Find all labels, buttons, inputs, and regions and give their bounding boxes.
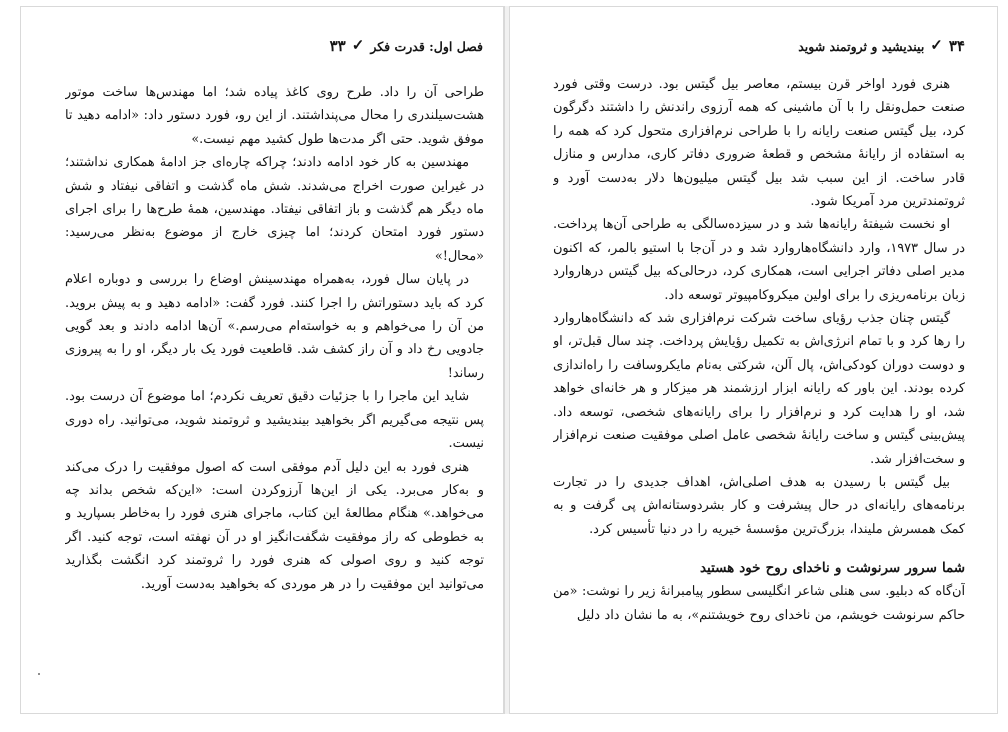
paragraph: هنری فورد به این دلیل آدم موفقی است که اصول موفقیت را درک می‌کند و به‌کار می‌برد. یکی از این‌ها آرزوکردن است: «این‌که شخص بداند چه می‌خواهد.» هنگام مطالعهٔ این کتاب، ماجرای هنری فورد را به‌خاطر بسپارید و به خطوطی که راز موفقیت شگفت‌انگیز او در آن نهفته است، توجه کنید. اگر توجه کنید و روی اصولی که هنری فورد را ثروتمند کرد انگشت بگذارید می‌توانید این موفقیت را در هر موردی که بخواهید به‌دست آورید. bbox=[65, 459, 484, 592]
paragraph: شاید این ماجرا را با جزئیات دقیق تعریف نکردم؛ اما موضوع آن درست بود. پس نتیجه می‌گیریم اگر بخواهید بیندیشید و ثروتمند شوید، می‌توانید. راه دوری نیست. bbox=[65, 389, 484, 452]
page-number: ۳۳ bbox=[329, 37, 346, 55]
right-page-header bbox=[798, 35, 965, 57]
paragraph: بیل گیتس با رسیدن به هدف اصلی‌اش، اهداف جدیدی را در تجارت برنامه‌های رایانه‌ای در حال پیشرفت و کار بشردوستانه‌اش پی گرفت و به کمک همسرش ملیندا، بزرگ‌ترین مؤسسهٔ خیریه را در دنیا تأسیس کرد. bbox=[553, 474, 965, 537]
page-number: ۳۴ bbox=[948, 37, 965, 55]
book-title: بیندیشید و ثروتمند شوید bbox=[798, 38, 925, 54]
left-page bbox=[20, 6, 504, 714]
check-mark-icon: ✓ bbox=[351, 36, 365, 54]
left-page-header bbox=[330, 35, 483, 57]
section-heading: شما سرور سرنوشت و ناخدای روح خود هستید bbox=[700, 560, 965, 577]
paragraph: او نخست شیفتهٔ رایانه‌ها شد و در سیزده‌سالگی به طراحی آن‌ها پرداخت. در سال ۱۹۷۳، وارد دانشگاه‌هاروارد شد و در آن‌جا با استیو بالمر، که اکنون مدیر اصلی دفاتر اجرایی است، همکاری کرد، درحالی‌که بیل گیتس درهاروارد زبان برنامه‌ریزی را برای اولین میکروکامپیوتر توسعه داد. bbox=[553, 217, 965, 303]
right-page bbox=[509, 6, 998, 714]
check-mark-icon: ✓ bbox=[930, 36, 943, 54]
left-page-body bbox=[65, 81, 484, 681]
paragraph: در پایان سال فورد، به‌همراه مهندسینش اوضاع را بررسی و دوباره اعلام کرد که باید دستوراتش را اجرا کنند. فورد گفت: «ادامه دهید و به پیش بروید. من آن را می‌خواهم و به خواسته‌ام می‌رسم.» آن‌ها ادامه دادند و بعد گویی جادویی رخ داد و آن راز کشف شد. قاطعیت فورد یک بار دیگر، او را به پیروزی رساند! bbox=[65, 272, 484, 381]
paragraph: طراحی آن را داد. طرح روی کاغذ پیاده شد؛ اما مهندس‌ها ساخت موتور هشت‌سیلندری را محال می‌پنداشتند. از این رو، فورد دستور داد: «ادامه دهید تا موفق شوید. حتی اگر مدت‌ها طول کشید مهم نیست.» bbox=[65, 85, 484, 147]
right-page-body bbox=[553, 73, 965, 679]
paragraph: آن‌گاه که دبلیو. سی هنلی شاعر انگلیسی سطور پیامبرانهٔ زیر را نوشت: «من حاکم سرنوشت خویشم، من ناخدای روح خویشتنم»، به ما نشان داد دلیل bbox=[553, 584, 965, 623]
page-mark-dot bbox=[38, 673, 40, 675]
paragraph: گیتس چنان جذب رؤیای ساخت شرکت نرم‌افزاری شد که دانشگاه‌هاروارد را رها کرد و با تمام انرژی‌اش به تکمیل رؤیایش پرداخت. چند سال قبل‌تر، او و دوست دوران کودکی‌اش، پال آلن، شرکتی به‌نام مایکروسافت را راه‌اندازی کرده بودند. این باور که رایانه ابزار ارزشمند هر میزکار و هر خانه‌ای خواهد شد، او را هدایت کرد و نرم‌افزار را برای رایانه‌های شخصی، توسعه داد. پیش‌بینی گیتس و ساخت رایانهٔ شخصی عامل اصلی موفقیت صنعت نرم‌افزار و سخت‌افزار شد. bbox=[553, 311, 965, 467]
chapter-title: فصل اول: قدرت فکر bbox=[370, 38, 483, 54]
paragraph: مهندسین به کار خود ادامه دادند؛ چراکه چاره‌ای جز ادامهٔ همکاری نداشتند؛ در غیراین صورت اخراج می‌شدند. شش ماه گذشت و اتفاقی نیفتاد و شش ماه دیگر هم گذشت و باز اتفاقی نیفتاد. مهندسین، همهٔ طرح‌ها را برای اجرای دستور فورد امتحان کردند؛ اما چیزی خارج از موضوع به‌نظر می‌رسید: «محال!» bbox=[65, 155, 484, 264]
paragraph: هنری فورد اواخر قرن بیستم، معاصر بیل گیتس بود. درست وقتی فورد صنعت حمل‌ونقل را با آن ماشینی که همه آرزوی راندنش را داشتند دگرگون کرد، بیل گیتس صنعت رایانه را با طراحی نرم‌افزاری متحول کرد که همه را به استفاده از رایانهٔ مشخص و قطعهٔ ضروری دفاتر کاری، مدارس و منازل قادر ساخت. از این سبب شد بیل گیتس میلیون‌ها دلار به‌دست آورد و ثروتمندترین مرد آمریکا شود. bbox=[553, 77, 965, 210]
